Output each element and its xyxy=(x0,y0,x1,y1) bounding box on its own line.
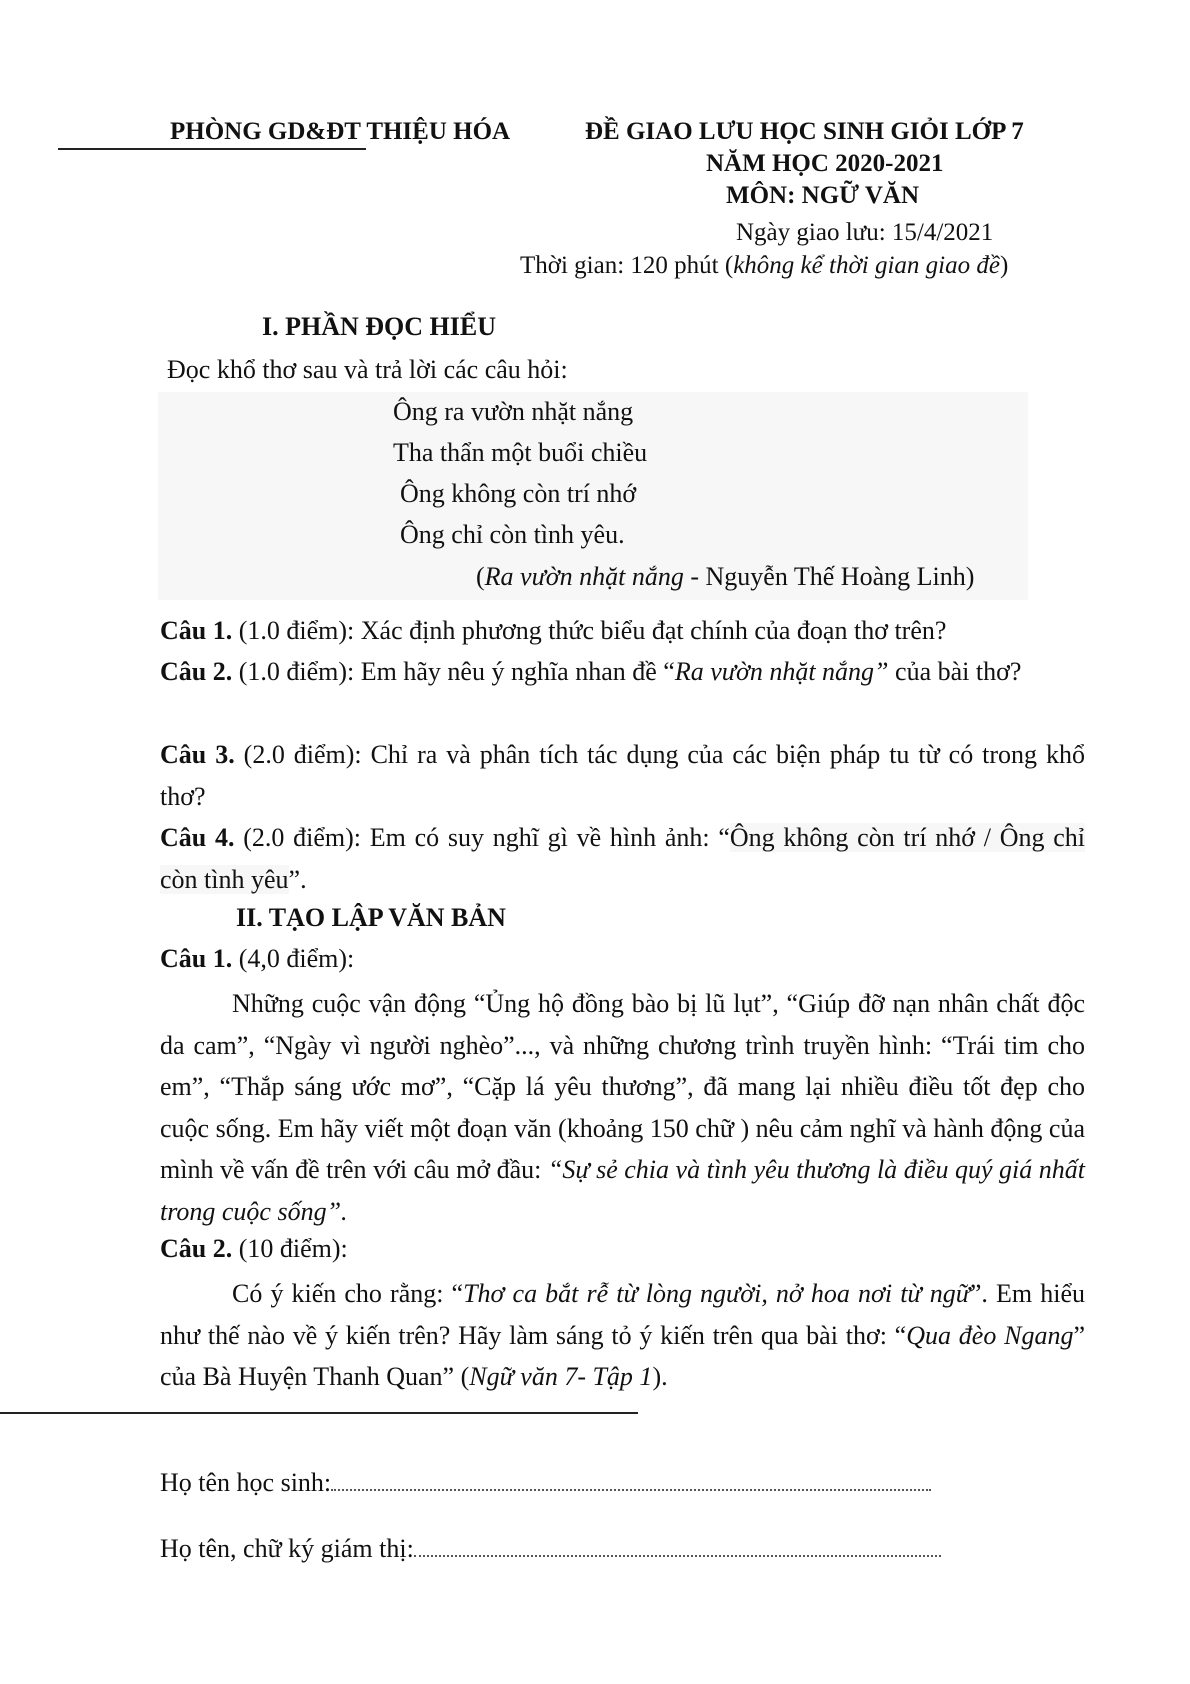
proctor-signature-field[interactable] xyxy=(414,1537,941,1557)
question-2: Câu 2. (1.0 điểm): Em hãy nêu ý nghĩa nhan đề “Ra vườn nhặt nắng” của bài thơ? xyxy=(160,657,1022,686)
proctor-label: Họ tên, chữ ký giám thị: xyxy=(160,1534,414,1563)
poem-title: Ra vườn nhặt nắng xyxy=(484,562,684,591)
task-1-header: Câu 1. (4,0 điểm): xyxy=(160,944,355,973)
student-name-field[interactable] xyxy=(331,1471,931,1491)
header-rule xyxy=(58,148,366,150)
student-name-line xyxy=(160,1468,931,1498)
poem-author: - Nguyễn Thế Hoàng Linh) xyxy=(683,562,975,591)
question-4: Câu 4. (2.0 điểm): Em có suy nghĩ gì về hình ảnh: “Ông không còn trí nhớ / Ông chỉ còn tình yêu”. xyxy=(160,823,1085,894)
task-2-body: Có ý kiến cho rằng: “Thơ ca bắt rễ từ lòng người, nở hoa nơi từ ngữ”. Em hiểu như thế nào về ý kiến trên? Hãy làm sáng tỏ ý kiến trên qua bài thơ: “Qua đèo Ngang” của Bà Huyện Thanh Quan” (Ngữ văn 7- Tập 1). xyxy=(160,1279,1085,1391)
end-rule xyxy=(0,1412,638,1414)
exam-date: Ngày giao lưu: 15/4/2021 xyxy=(736,219,994,246)
exam-title: ĐỀ GIAO LƯU HỌC SINH GIỎI LỚP 7 xyxy=(585,118,1024,145)
question-1: Câu 1. (1.0 điểm): Xác định phương thức biểu đạt chính của đoạn thơ trên? xyxy=(160,616,947,645)
poem-line: Ông chỉ còn tình yêu. xyxy=(400,520,625,549)
task-2-header: Câu 2. (10 điểm): xyxy=(160,1234,348,1263)
duration-note: không kể thời gian giao đề xyxy=(733,252,1000,279)
education-office: PHÒNG GD&ĐT THIỆU HÓA xyxy=(170,118,511,145)
student-name-label: Họ tên học sinh: xyxy=(160,1468,332,1497)
part1-heading: I. PHẦN ĐỌC HIỂU xyxy=(262,312,497,341)
poem-line: Tha thẩn một buổi chiều xyxy=(393,438,648,467)
exam-duration: Thời gian: 120 phút (không kể thời gian giao đề) xyxy=(520,252,1009,279)
reading-instruction: Đọc khổ thơ sau và trả lời các câu hỏi: xyxy=(167,355,568,384)
subject: MÔN: NGỮ VĂN xyxy=(726,182,920,209)
poem-line: Ông ra vườn nhặt nắng xyxy=(393,397,634,426)
poem-line: Ông không còn trí nhớ xyxy=(400,479,637,508)
part2-heading: II. TẠO LẬP VĂN BẢN xyxy=(236,903,506,932)
school-year: NĂM HỌC 2020-2021 xyxy=(706,150,944,177)
quoted-poem-image: Ông không còn trí nhớ / Ông chỉ còn tình yêu xyxy=(160,823,1085,894)
poem-source: (Ra vườn nhặt nắng - Nguyễn Thế Hoàng Linh) xyxy=(476,562,975,591)
task-1-body: Những cuộc vận động “Ủng hộ đồng bào bị lũ lụt”, “Giúp đỡ nạn nhân chất độc da cam”, “Ngày vì người nghèo”..., và những chương trình truyền hình: “Trái tim cho em”, “Thắp sáng ước mơ”, “Cặp lá yêu thương”, đã mang lại nhiều điều tốt đẹp cho cuộc sống. Em hãy viết một đoạn văn (khoảng 150 chữ ) nêu cảm nghĩ và hành động của mình về vấn đề trên với câu mở đầu: “Sự sẻ chia và tình yêu thương là điều quý giá nhất trong cuộc sống”. xyxy=(160,989,1086,1226)
proctor-line xyxy=(160,1534,941,1564)
question-3: Câu 3. (2.0 điểm): Chỉ ra và phân tích tác dụng của các biện pháp tu từ có trong khổ thơ? xyxy=(160,740,1085,811)
